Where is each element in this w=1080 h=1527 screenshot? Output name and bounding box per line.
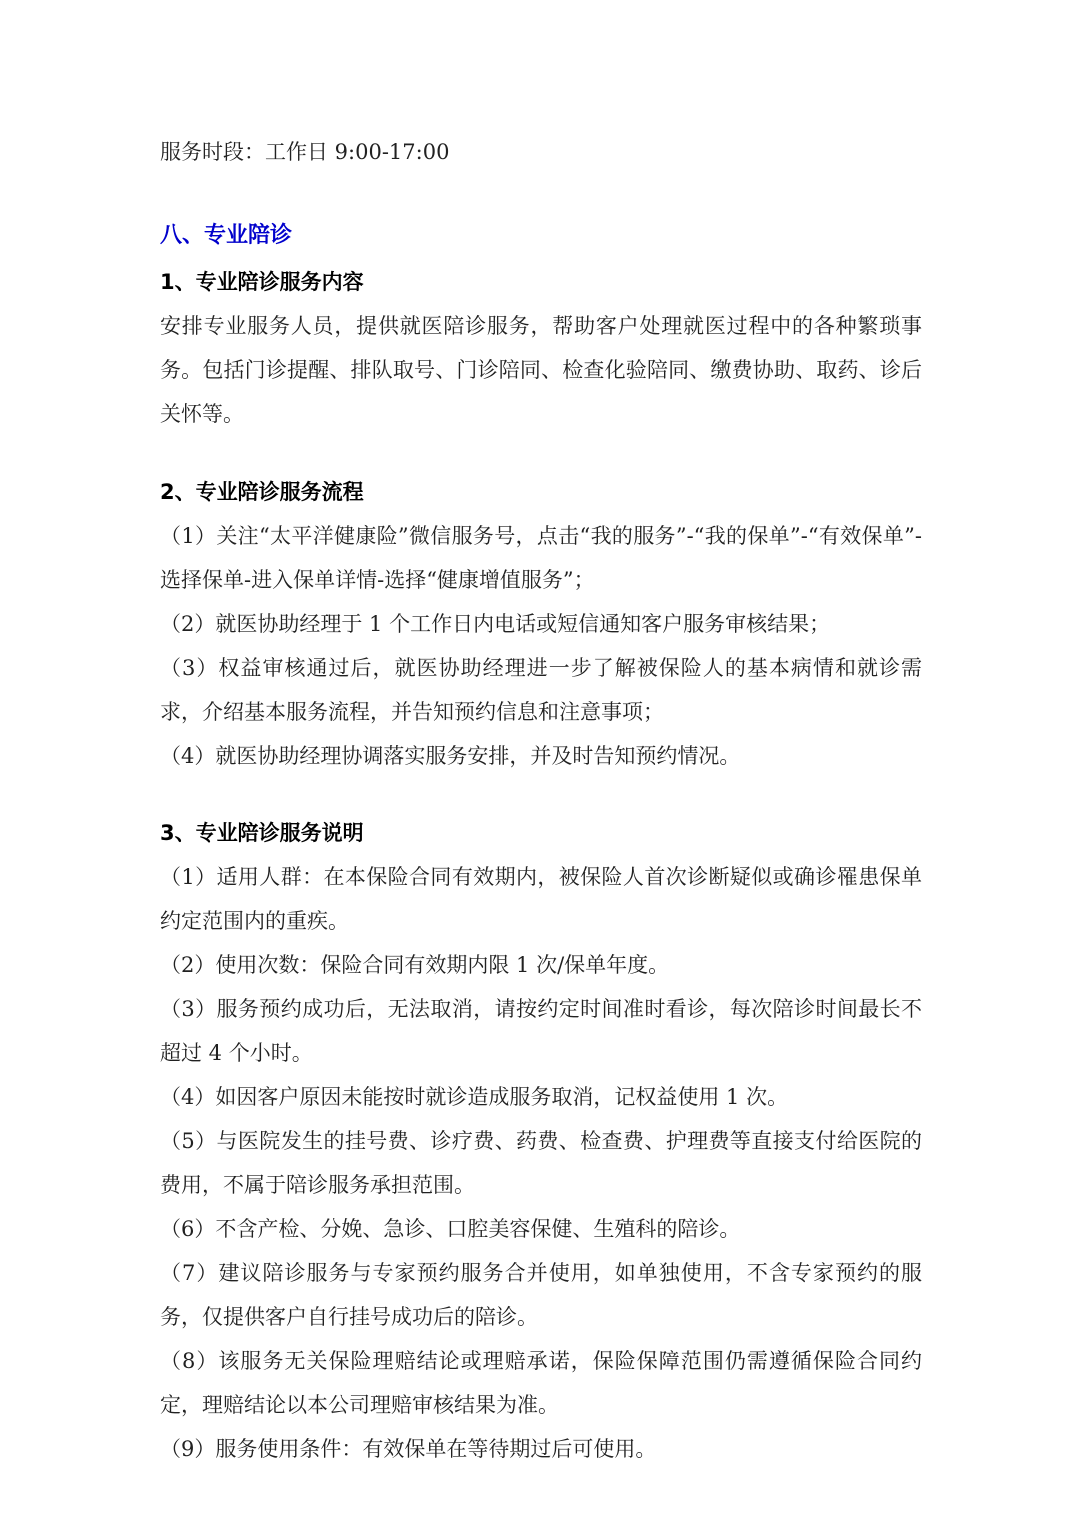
note-3-no-cancellation: （3）服务预约成功后，无法取消，请按约定时间准时看诊，每次陪诊时间最长不超过 4 个小时。 xyxy=(160,997,922,1065)
service-content-paragraph: 安排专业服务人员，提供就医陪诊服务，帮助客户处理就医过程中的各种繁琐事务。包括门诊提醒、排队取号、门诊陪同、检查化验陪同、缴费协助、取药、诊后关怀等。 xyxy=(160,314,922,426)
note-9-usage-condition: （9）服务使用条件：有效保单在等待期过后可使用。 xyxy=(160,1437,657,1461)
note-5-hospital-fees: （5）与医院发生的挂号费、诊疗费、药费、检查费、护理费等直接支付给医院的费用，不属于陪诊服务承担范围。 xyxy=(160,1129,922,1197)
note-4-customer-cancellation: （4）如因客户原因未能按时就诊造成服务取消，记权益使用 1 次。 xyxy=(160,1085,789,1109)
process-step-1: （1）关注“太平洋健康险”微信服务号，点击“我的服务”-“我的保单”-“有效保单”-选择保单-进入保单详情-选择“健康增值服务”； xyxy=(160,524,922,592)
note-7-combined-use: （7）建议陪诊服务与专家预约服务合并使用，如单独使用，不含专家预约的服务，仅提供客户自行挂号成功后的陪诊。 xyxy=(160,1261,922,1329)
subsection-2-heading-service-process: 2、专业陪诊服务流程 xyxy=(160,480,364,504)
note-6-exclusions: （6）不含产检、分娩、急诊、口腔美容保健、生殖科的陪诊。 xyxy=(160,1217,741,1241)
process-step-4: （4）就医协助经理协调落实服务安排，并及时告知预约情况。 xyxy=(160,744,741,768)
subsection-3-heading-service-notes: 3、专业陪诊服务说明 xyxy=(160,821,364,845)
service-hours-line: 服务时段：工作日 9:00-17:00 xyxy=(160,140,450,164)
note-2-usage-count: （2）使用次数：保险合同有效期内限 1 次/保单年度。 xyxy=(160,953,670,977)
section-heading-professional-escort: 八、专业陪诊 xyxy=(160,223,293,248)
note-8-claims-disclaimer: （8）该服务无关保险理赔结论或理赔承诺，保险保障范围仍需遵循保险合同约定，理赔结论以本公司理赔审核结果为准。 xyxy=(160,1349,922,1417)
process-step-3: （3）权益审核通过后，就医协助经理进一步了解被保险人的基本病情和就诊需求，介绍基本服务流程，并告知预约信息和注意事项； xyxy=(160,656,922,724)
note-1-applicable-people: （1）适用人群：在本保险合同有效期内，被保险人首次诊断疑似或确诊罹患保单约定范围内的重疾。 xyxy=(160,865,922,933)
subsection-1-heading-service-content: 1、专业陪诊服务内容 xyxy=(160,270,364,294)
process-step-2: （2）就医协助经理于 1 个工作日内电话或短信通知客户服务审核结果； xyxy=(160,612,831,636)
